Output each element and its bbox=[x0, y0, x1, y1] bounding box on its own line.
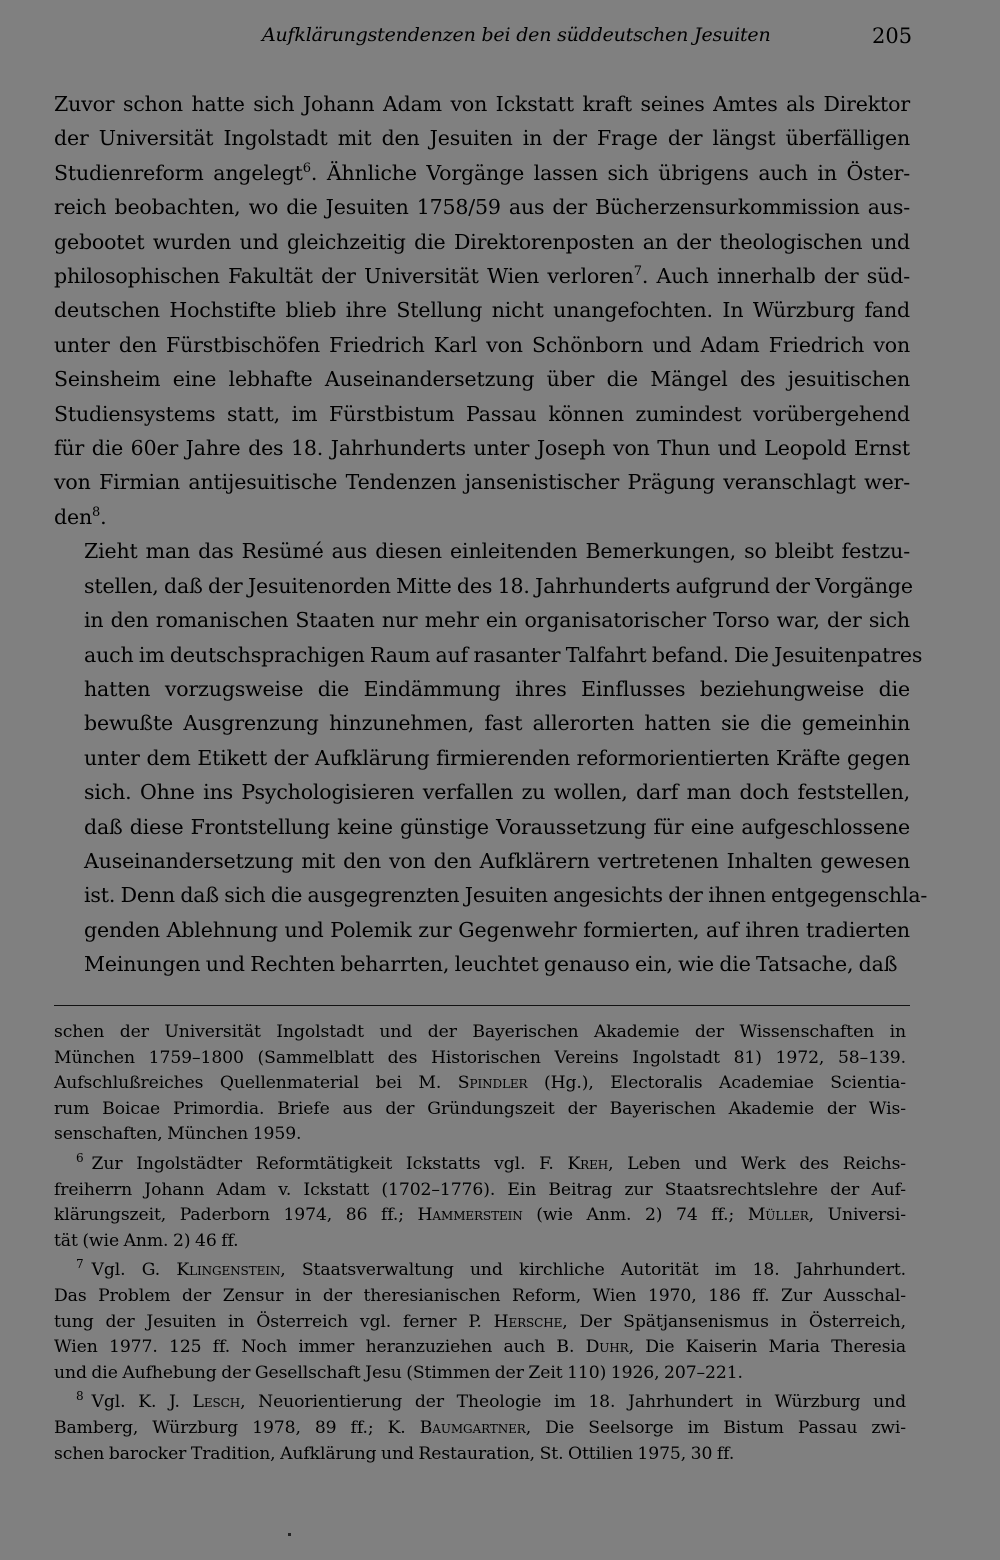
text-line: deutschen Hochstifte blieb ihre Stellung nicht unangefochten. In Würzburg fand bbox=[54, 298, 910, 323]
footnote-number: 7 bbox=[76, 1257, 84, 1272]
author-name: Klingenstein bbox=[176, 1260, 281, 1281]
footnote-line: tät (wie Anm. 2) 46 ff. bbox=[54, 1230, 239, 1251]
text-segment: Wien 1977. 125 ff. Noch immer heranzuziehen auch B. bbox=[54, 1337, 586, 1358]
footnote-line: schen barocker Tradition, Aufklärung und Restauration, St. Ottilien 1975, 30 ff. bbox=[54, 1443, 735, 1464]
footnote-8 bbox=[54, 1390, 906, 1467]
text-line: unter den Fürstbischöfen Friedrich Karl von Schönborn und Adam Friedrich von bbox=[54, 332, 910, 357]
footnote-line: und die Aufhebung der Gesellschaft Jesu (Stimmen der Zeit 110) 1926, 207–221. bbox=[54, 1362, 743, 1383]
paragraph-2 bbox=[54, 534, 928, 981]
author-name: Baumgartner bbox=[419, 1417, 526, 1438]
text-segment: Aufschlußreiches Quellenmaterial bei M. bbox=[54, 1073, 458, 1094]
text-line: Seinsheim eine lebhafte Auseinandersetzung über die Mängel des jesuitischen bbox=[54, 367, 910, 392]
text-segment: (wie Anm. 2) 74 ff.; bbox=[522, 1205, 748, 1226]
text-line: Zieht man das Resümé aus diesen einleitenden Bemerkungen, so bleibt festzu- bbox=[84, 539, 910, 564]
text-segment: . Auch innerhalb der süd- bbox=[641, 264, 910, 289]
footnote-line: freiherrn Johann Adam v. Ickstatt (1702–1776). Ein Beitrag zur Staatsrechtslehre der Auf- bbox=[54, 1179, 906, 1200]
footnotes bbox=[54, 1020, 906, 1467]
text-line: genden Ablehnung und Polemik zur Gegenwehr formierten, auf ihren tradierten bbox=[84, 917, 910, 942]
author-name: Müller bbox=[747, 1205, 809, 1226]
text-segment: tung der Jesuiten in Österreich vgl. ferner P. bbox=[54, 1311, 494, 1332]
footnote-continuation bbox=[54, 1020, 906, 1148]
text-line bbox=[54, 156, 910, 190]
text-segment: den bbox=[54, 504, 93, 529]
footnote-line: München 1759–1800 (Sammelblatt des Historischen Vereins Ingolstadt 81) 1972, 58–139. bbox=[54, 1047, 906, 1068]
text-segment: Vgl. K. J. bbox=[91, 1392, 193, 1413]
main-text bbox=[54, 87, 928, 982]
text-segment: Studienreform angelegt bbox=[54, 160, 303, 185]
text-line: unter dem Etikett der Aufklärung firmierenden reformorientierten Kräfte gegen bbox=[84, 745, 910, 770]
footnote-line bbox=[54, 1071, 906, 1097]
footnote-6 bbox=[54, 1152, 906, 1254]
text-line: stellen, daß der Jesuitenorden Mitte des 18. Jahrhunderts aufgrund der Vorgänge bbox=[84, 573, 913, 598]
text-line bbox=[54, 500, 910, 534]
text-segment: (Hg.), Electoralis Academiae Scientia- bbox=[527, 1073, 906, 1094]
text-line: Meinungen und Rechten beharrten, leuchtet genauso ein, wie die Tatsache, daß bbox=[84, 952, 898, 977]
text-segment: Vgl. G. bbox=[91, 1260, 177, 1281]
text-segment: . bbox=[100, 504, 107, 529]
text-segment: klärungszeit, Paderborn 1974, 86 ff.; bbox=[54, 1205, 418, 1226]
footnote-line bbox=[54, 1258, 906, 1284]
text-segment: , Der Spätjansenismus in Österreich, bbox=[562, 1311, 906, 1332]
footnote-line bbox=[54, 1203, 906, 1229]
footnote-line: schen der Universität Ingolstadt und der Bayerischen Akademie der Wissenschaften in bbox=[54, 1022, 906, 1042]
text-segment: Zur Ingolstädter Reformtätigkeit Ickstatts vgl. F. bbox=[91, 1153, 568, 1174]
footnote-line: Das Problem der Zensur in der theresianischen Reform, Wien 1970, 186 ff. Zur Ausschal- bbox=[54, 1285, 906, 1306]
text-segment: , Die Kaiserin Maria Theresia bbox=[628, 1337, 906, 1358]
author-name: Hersche bbox=[493, 1311, 563, 1332]
text-segment: , Staatsverwaltung und kirchliche Autorität im 18. Jahrhundert. bbox=[280, 1260, 907, 1281]
footnote-reference: 6 bbox=[302, 160, 311, 176]
text-line: Auseinandersetzung mit den von den Aufklärern vertretenen Inhalten gewesen bbox=[84, 848, 910, 873]
author-name: Spindler bbox=[457, 1073, 528, 1094]
footnote-line: senschaften, München 1959. bbox=[54, 1124, 302, 1145]
author-name: Hammerstein bbox=[417, 1205, 523, 1226]
text-segment: , Die Seelsorge im Bistum Passau zwi- bbox=[525, 1417, 907, 1438]
text-line: daß diese Frontstellung keine günstige Voraussetzung für eine aufgeschlossene bbox=[84, 814, 910, 839]
text-segment: , Universi- bbox=[808, 1205, 906, 1226]
running-header bbox=[0, 22, 1000, 54]
footnote-line bbox=[54, 1335, 906, 1361]
text-line: hatten vorzugsweise die Eindämmung ihres Einflusses beziehungweise die bbox=[84, 676, 910, 701]
text-line bbox=[54, 259, 910, 293]
author-name: Duhr bbox=[585, 1337, 629, 1358]
footnote-line bbox=[54, 1390, 906, 1416]
text-line: ist. Denn daß sich die ausgegrenzten Jesuiten angesichts der ihnen entgegenschla- bbox=[84, 883, 928, 908]
page-number: 205 bbox=[872, 24, 913, 48]
footnote-number: 8 bbox=[76, 1389, 84, 1404]
footnote-number: 6 bbox=[76, 1150, 84, 1165]
text-line: der Universität Ingolstadt mit den Jesuiten in der Frage der längst überfälligen bbox=[54, 126, 910, 151]
running-header-title: Aufklärungstendenzen bei den süddeutschen Jesuiten bbox=[262, 24, 771, 46]
text-segment: philosophischen Fakultät der Universität Wien verloren bbox=[54, 264, 634, 289]
author-name: Lesch bbox=[192, 1392, 241, 1413]
text-line: für die 60er Jahre des 18. Jahrhunderts unter Joseph von Thun und Leopold Ernst bbox=[54, 436, 910, 461]
text-line: reich beobachten, wo die Jesuiten 1758/59 aus der Bücherzensurkommission aus- bbox=[54, 195, 910, 220]
footnote-reference: 7 bbox=[633, 264, 642, 280]
text-line: gebootet wurden und gleichzeitig die Direktorenposten an der theologischen und bbox=[54, 229, 910, 254]
text-line: in den romanischen Staaten nur mehr ein organisatorischer Torso war, der sich bbox=[84, 608, 910, 633]
text-line: von Firmian antijesuitische Tendenzen jansenistischer Prägung veranschlagt wer- bbox=[54, 470, 910, 495]
footnote-line bbox=[54, 1310, 906, 1336]
footnote-line: rum Boicae Primordia. Briefe aus der Gründungszeit der Bayerischen Akademie der Wis- bbox=[54, 1098, 906, 1119]
footnote-line bbox=[54, 1416, 906, 1442]
text-line: sich. Ohne ins Psychologisieren verfallen zu wollen, darf man doch feststellen, bbox=[84, 780, 910, 805]
text-segment: . Ähnliche Vorgänge lassen sich übrigens auch in Öster- bbox=[310, 160, 910, 185]
stray-mark bbox=[288, 1533, 291, 1536]
author-name: Kreh bbox=[567, 1153, 609, 1174]
paragraph-1 bbox=[54, 87, 910, 534]
text-segment: , Neuorientierung der Theologie im 18. Jahrhundert in Würzburg und bbox=[240, 1392, 906, 1413]
footnote-line bbox=[54, 1152, 906, 1178]
text-segment: , Leben und Werk des Reichs- bbox=[608, 1153, 906, 1174]
text-line: auch im deutschsprachigen Raum auf rasanter Talfahrt befand. Die Jesuitenpatres bbox=[84, 642, 923, 667]
footnote-7 bbox=[54, 1258, 906, 1386]
footnote-reference: 8 bbox=[92, 504, 101, 520]
text-line: Studiensystems statt, im Fürstbistum Passau können zumindest vorübergehend bbox=[54, 401, 910, 426]
footnote-separator bbox=[54, 1005, 910, 1006]
text-line: bewußte Ausgrenzung hinzunehmen, fast allerorten hatten sie die gemeinhin bbox=[84, 711, 910, 736]
text-line: Zuvor schon hatte sich Johann Adam von Ickstatt kraft seines Amtes als Direktor bbox=[54, 92, 910, 116]
text-segment: Bamberg, Würzburg 1978, 89 ff.; K. bbox=[54, 1417, 420, 1438]
